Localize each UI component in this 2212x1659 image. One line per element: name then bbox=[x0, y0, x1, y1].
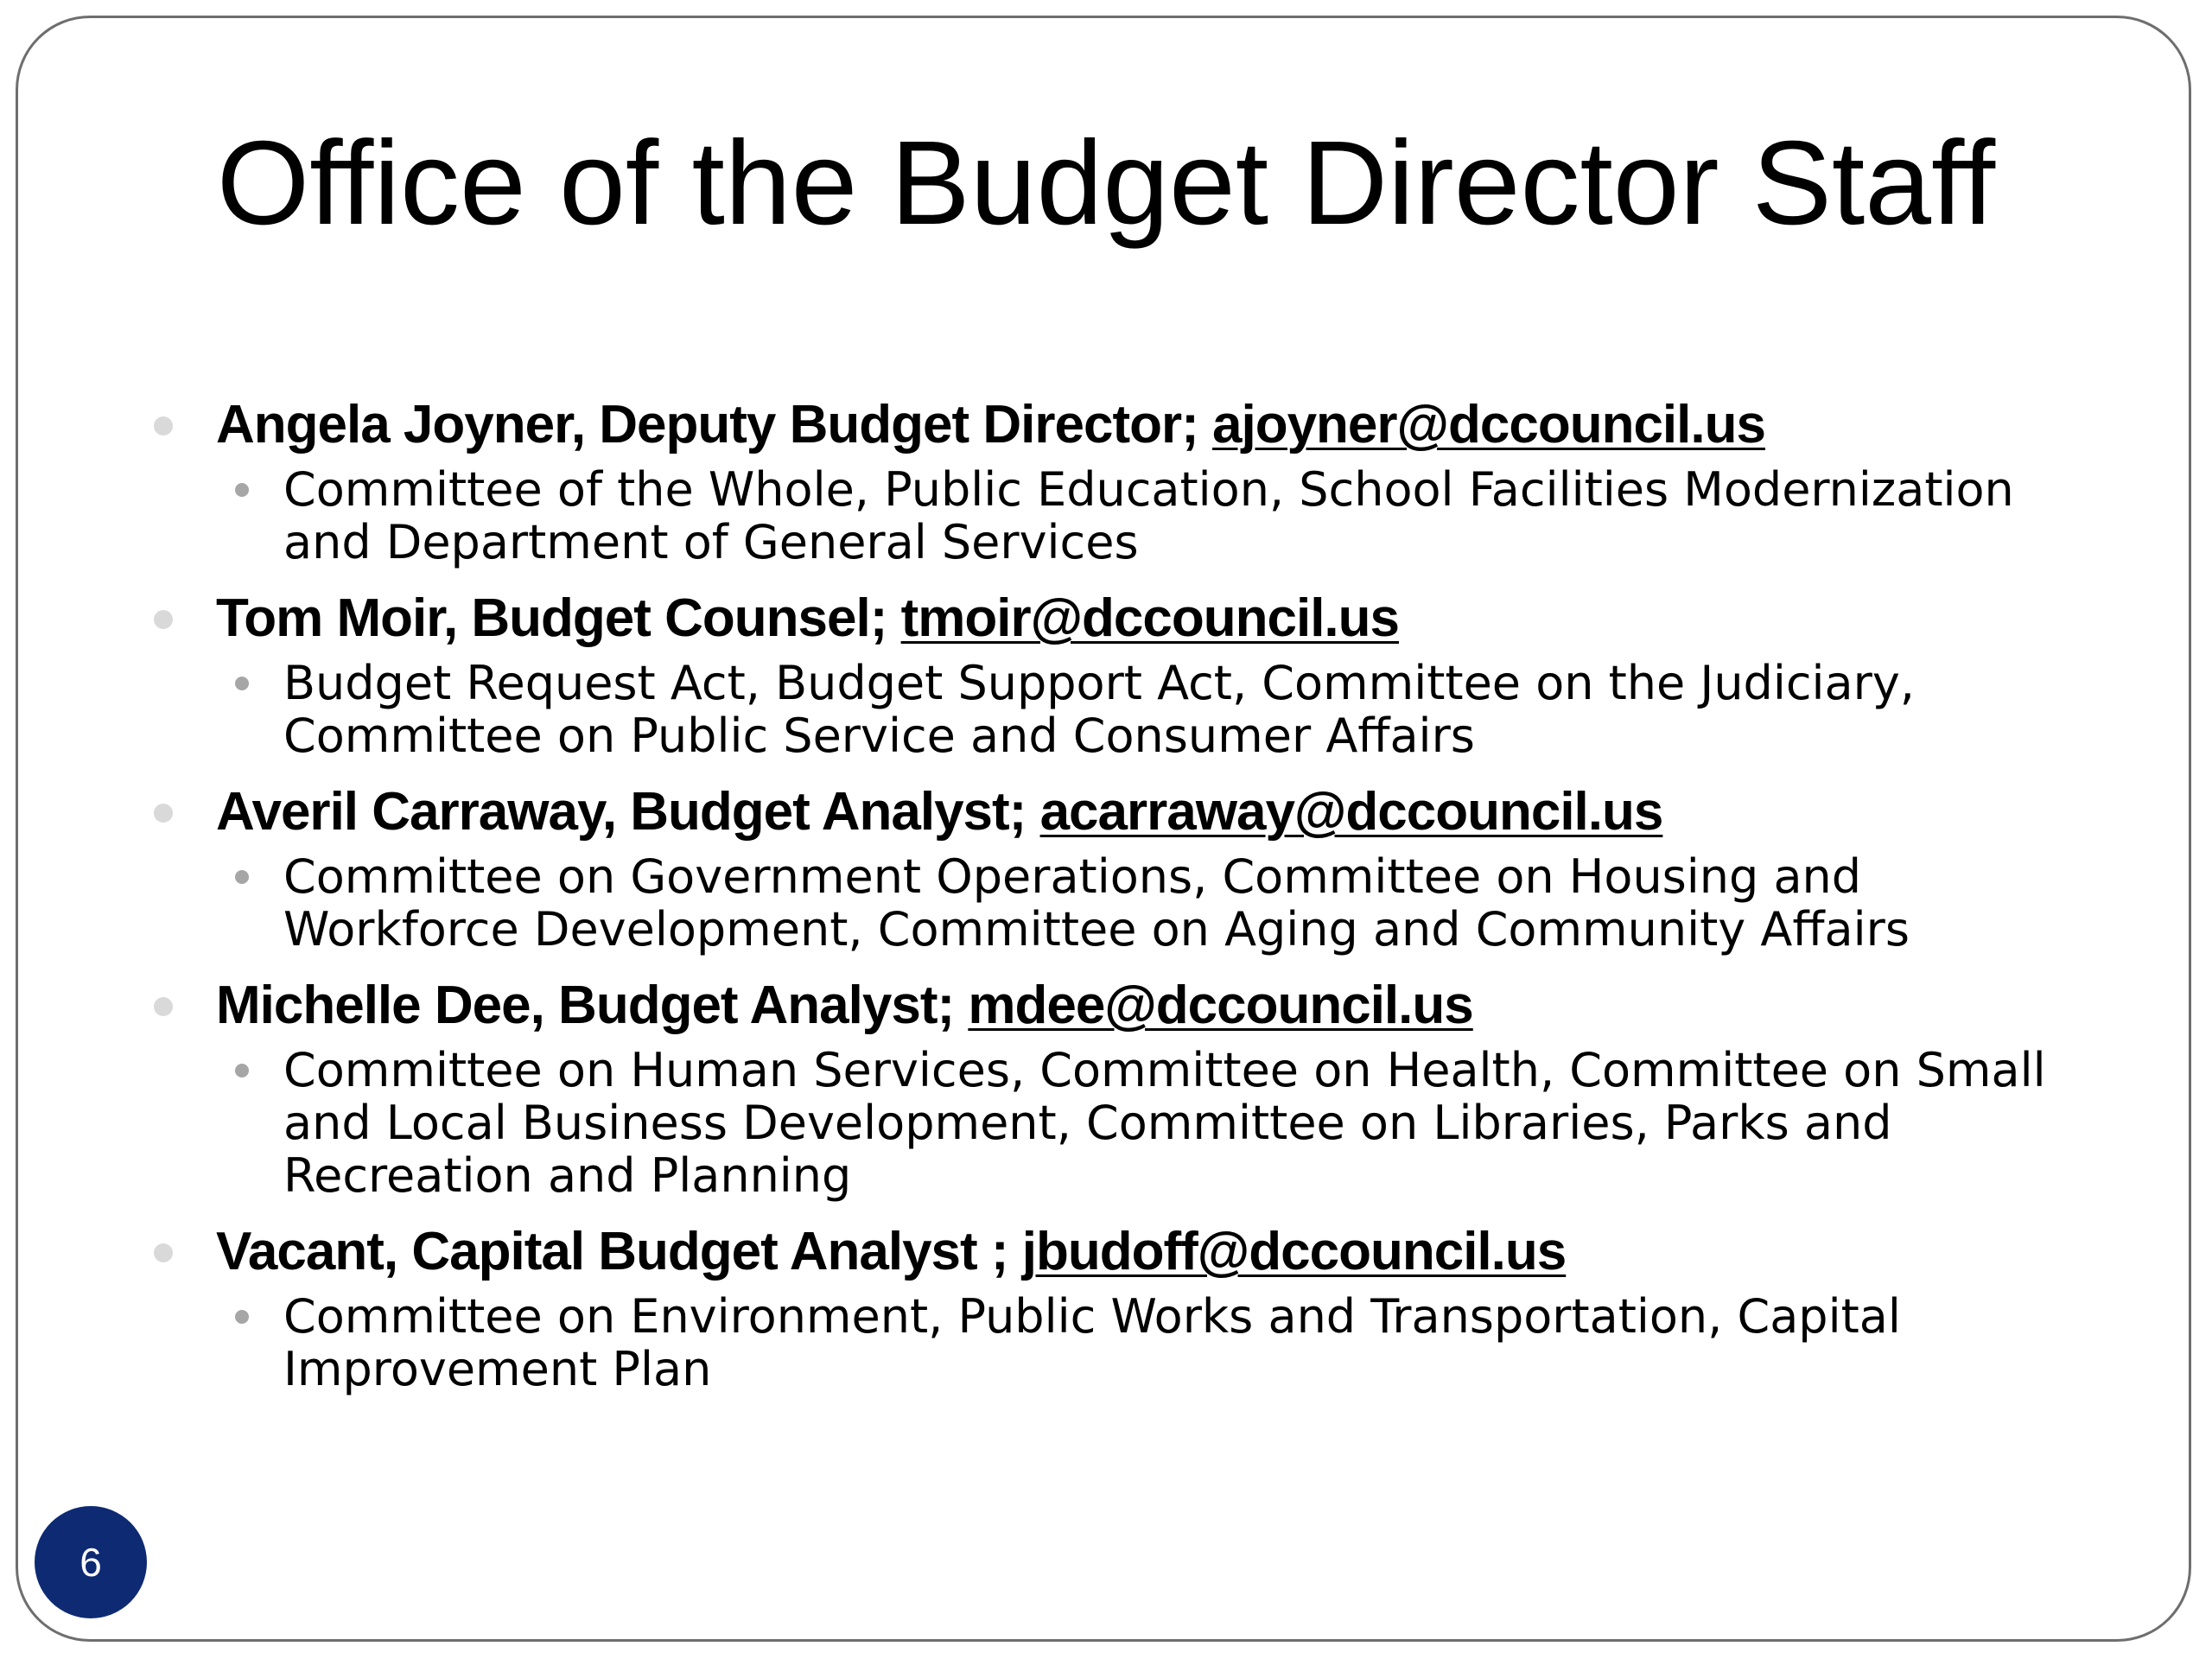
page-number-badge: 6 bbox=[35, 1506, 147, 1618]
staff-entry-heading bbox=[154, 778, 2089, 847]
assignment-line: Budget Request Act, Budget Support Act, Committee on the Judiciary, bbox=[283, 656, 1915, 710]
assignment-line: Committee on Public Service and Consumer Affairs bbox=[283, 709, 1475, 763]
staff-entry bbox=[154, 584, 2089, 762]
sub-bullet-icon bbox=[235, 483, 249, 497]
staff-name-role: Michelle Dee, Budget Analyst; bbox=[216, 976, 969, 1035]
staff-email-link[interactable]: acarraway@dccouncil.us bbox=[1039, 782, 1663, 842]
staff-name-role: Averil Carraway, Budget Analyst; bbox=[216, 782, 1040, 842]
staff-entry bbox=[154, 778, 2089, 956]
staff-assignments bbox=[283, 463, 2212, 569]
assignment-line: Committee on Human Services, Committee on Health, Committee on Small bbox=[283, 1043, 2046, 1097]
assignment-line: and Department of General Services bbox=[283, 515, 1139, 569]
staff-email-link[interactable]: mdee@dccouncil.us bbox=[968, 976, 1473, 1035]
sub-bullet-icon bbox=[235, 1064, 249, 1077]
sub-bullet-icon bbox=[235, 870, 249, 884]
assignment-line: Improvement Plan bbox=[283, 1342, 712, 1396]
assignment-line: Committee on Environment, Public Works and Transportation, Capital bbox=[283, 1289, 1901, 1344]
staff-email-link[interactable]: jbudoff@dccouncil.us bbox=[1021, 1222, 1567, 1281]
assignment-line: Committee of the Whole, Public Education, School Facilities Modernization bbox=[283, 462, 2014, 517]
assignment-line: Recreation and Planning bbox=[283, 1148, 852, 1203]
bullet-icon bbox=[154, 610, 173, 629]
sub-bullet-icon bbox=[235, 1310, 249, 1324]
staff-email-link[interactable]: tmoir@dccouncil.us bbox=[900, 588, 1400, 648]
staff-email-link[interactable]: ajoyner@dccouncil.us bbox=[1212, 395, 1765, 454]
staff-entry-heading bbox=[154, 1217, 2089, 1287]
staff-entry-heading bbox=[154, 971, 2089, 1040]
staff-name-role: Tom Moir, Budget Counsel; bbox=[216, 588, 901, 648]
staff-assignments bbox=[283, 657, 2212, 762]
assignment-line: Committee on Government Operations, Committee on Housing and bbox=[283, 849, 1862, 904]
staff-list bbox=[154, 391, 2089, 1395]
staff-entry bbox=[154, 971, 2089, 1202]
bullet-icon bbox=[154, 416, 173, 435]
staff-assignments bbox=[283, 1044, 2212, 1202]
assignment-line: and Local Business Development, Committee on Libraries, Parks and bbox=[283, 1096, 1892, 1150]
staff-entry bbox=[154, 391, 2089, 569]
staff-assignments bbox=[283, 850, 2212, 956]
staff-entry bbox=[154, 1217, 2089, 1395]
assignment-line: Workforce Development, Committee on Aging and Community Affairs bbox=[283, 902, 1910, 957]
staff-entry-heading bbox=[154, 391, 2089, 460]
bullet-icon bbox=[154, 1243, 173, 1262]
staff-assignments bbox=[283, 1290, 2212, 1395]
staff-name-role: Angela Joyner, Deputy Budget Director; bbox=[216, 395, 1212, 454]
staff-entry-heading bbox=[154, 584, 2089, 653]
staff-name-role: Vacant, Capital Budget Analyst ; bbox=[216, 1222, 1022, 1281]
bullet-icon bbox=[154, 804, 173, 823]
slide-title: Office of the Budget Director Staff bbox=[216, 117, 1996, 250]
sub-bullet-icon bbox=[235, 677, 249, 690]
bullet-icon bbox=[154, 997, 173, 1016]
